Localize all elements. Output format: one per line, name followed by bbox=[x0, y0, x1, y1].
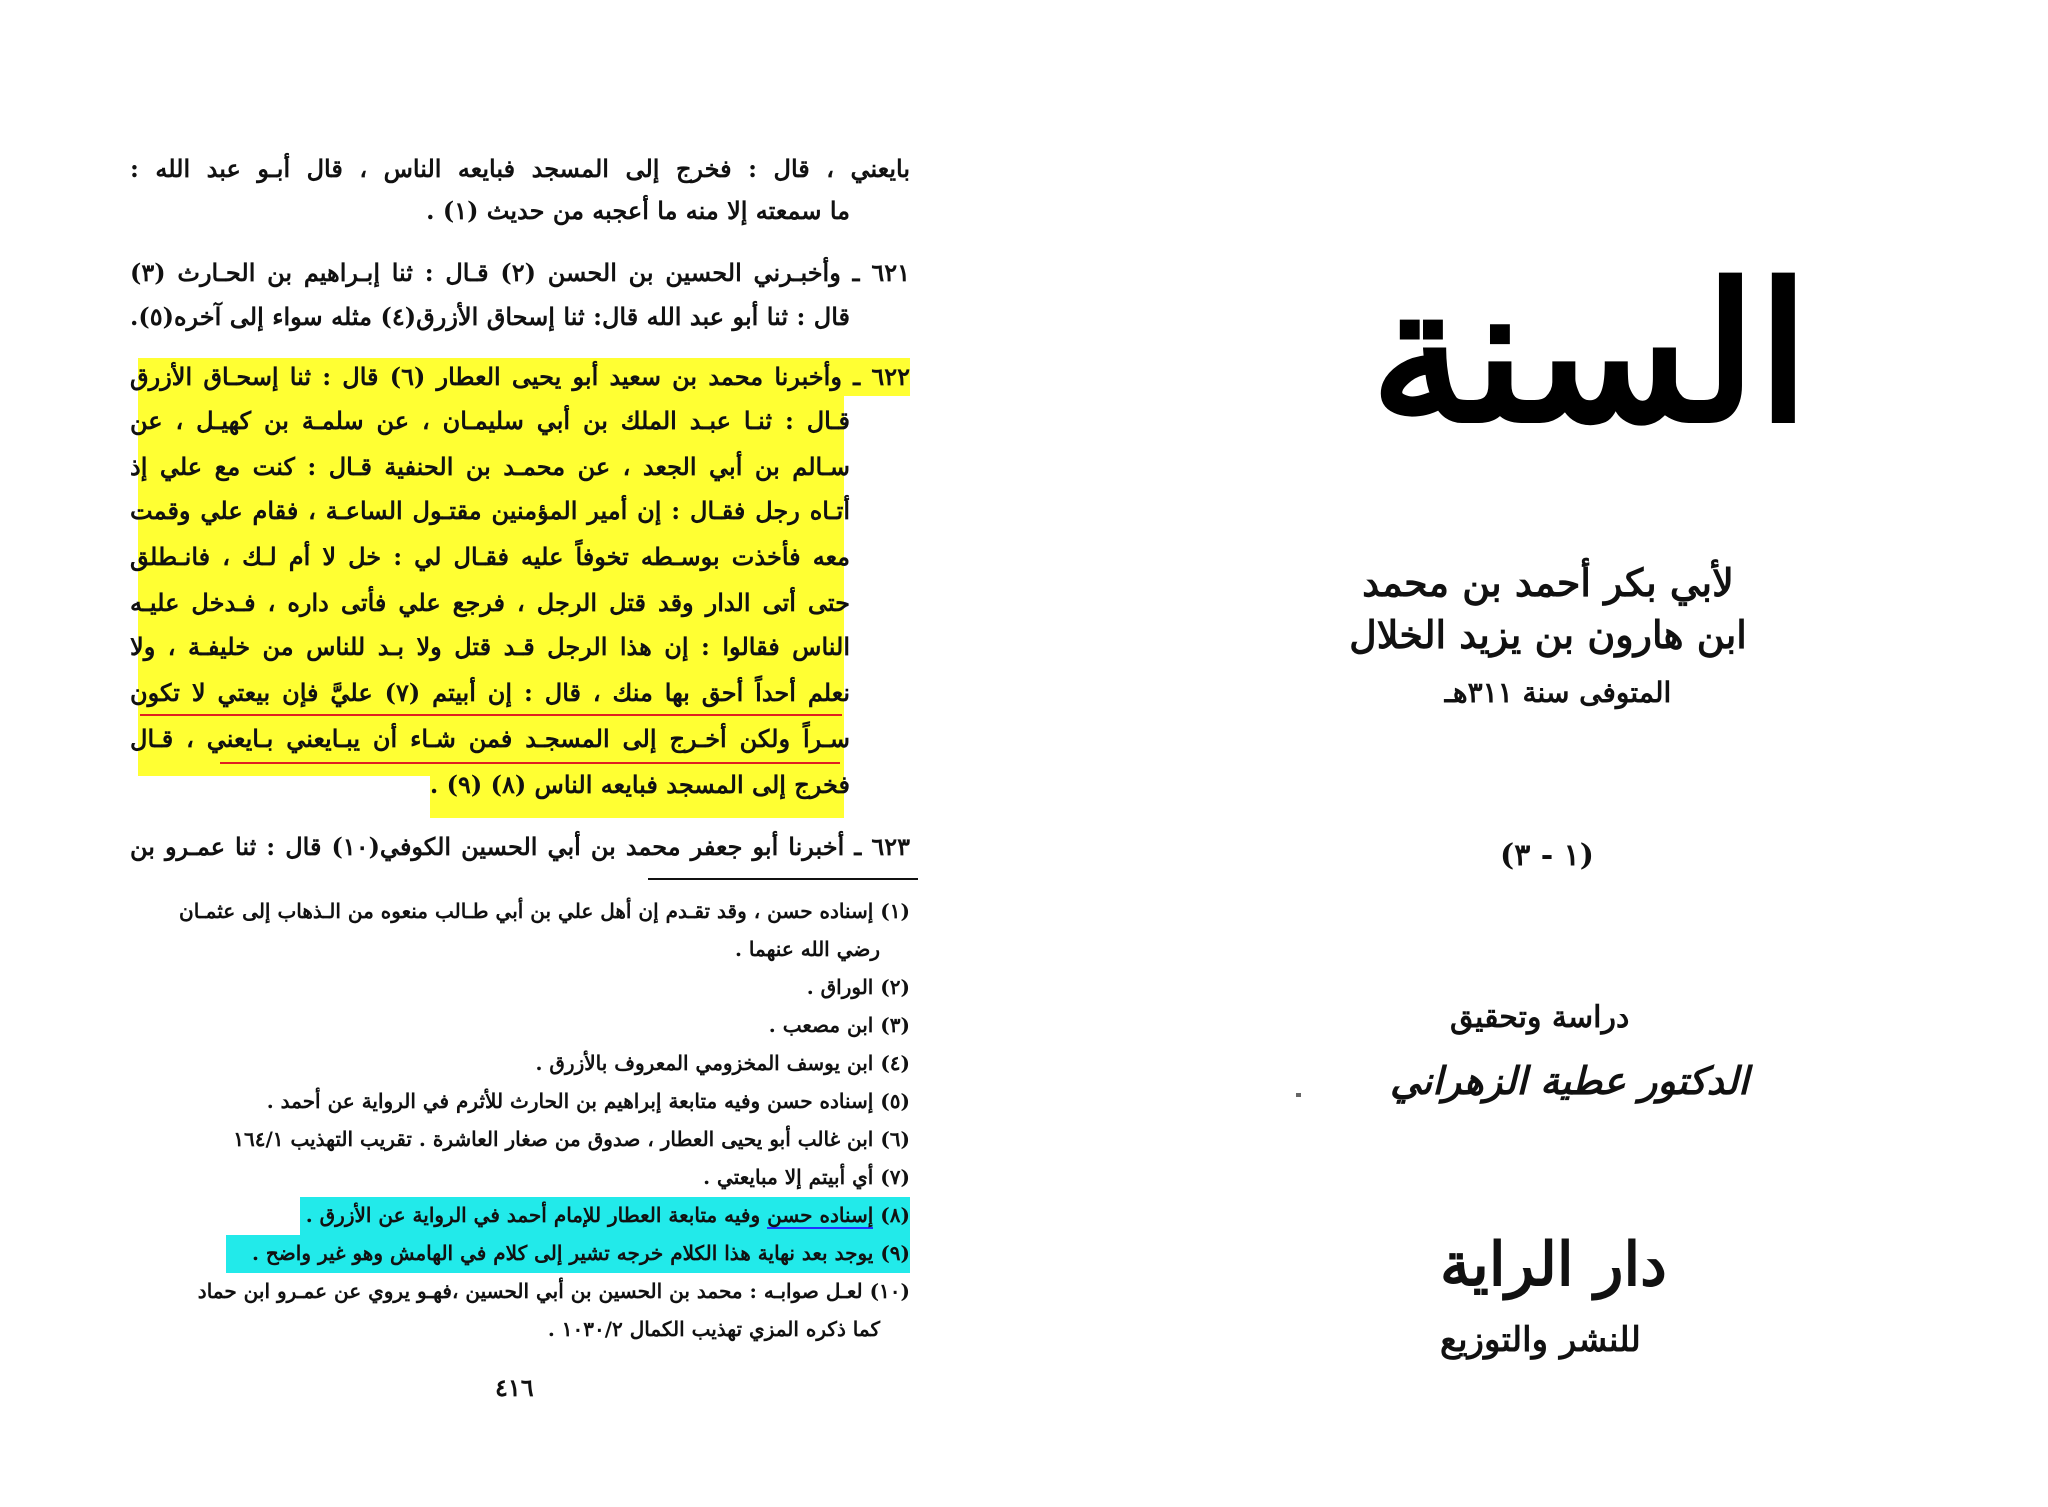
footnote-2: (٢) الوراق . bbox=[806, 975, 910, 999]
footnote-1: (١) إسناده حسن ، وقد تقـدم إن أهل علي بن أبي طـالب منعوه من الـذهاب إلى عثمـان bbox=[179, 899, 910, 923]
text-line-13: سـراً ولكن أخـرج إلى المسجـد فمن شـاء أن يبـايعني بـايعني ، قـال bbox=[130, 724, 850, 753]
footnote-6: (٦) ابن غالب أبو يحيى العطار ، صدوق من صغار العاشرة . تقريب التهذيب ١٦٤/١ bbox=[233, 1127, 910, 1151]
author-line-2: ابن هارون بن يزيد الخلال bbox=[1349, 612, 1747, 657]
text-line-4: قال : ثنا أبو عبد الله قال: ثنا إسحاق الأزرق(٤) مثله سواء إلى آخره(٥). bbox=[130, 302, 851, 331]
footnote-4: (٤) ابن يوسف المخزومي المعروف بالأزرق . bbox=[535, 1051, 910, 1075]
red-underline-2 bbox=[220, 762, 840, 764]
publisher-subtitle: للنشر والتوزيع bbox=[1440, 1320, 1641, 1360]
publisher-logo-text: دار الراية bbox=[1440, 1230, 1667, 1300]
footnote-5: (٥) إسناده حسن وفيه متابعة إبراهيم بن الحارث للأثرم في الرواية عن أحمد . bbox=[266, 1089, 910, 1113]
footnote-separator bbox=[648, 878, 918, 880]
footnote-7: (٧) أي أبيتم إلا مبايعتي . bbox=[703, 1165, 910, 1189]
text-line-3: ٦٢١ ـ وأخبـرني الحسين بن الحسن (٢) قـال : ثنا إبـراهيم بن الحـارث (٣) bbox=[130, 258, 910, 287]
editor-name: الدكتور عطية الزهراني bbox=[1390, 1058, 1749, 1103]
author-line-1: لأبي بكر أحمد بن محمد bbox=[1362, 560, 1734, 605]
death-date: المتوفى سنة ٣١١هـ bbox=[1444, 676, 1672, 709]
text-line-11: الناس فقالوا : إن هذا الرجل قـد قتل ولا بـد للناس من خليفـة ، ولا bbox=[130, 632, 850, 661]
text-line-7: سـالم بن أبي الجعد ، عن محمـد بن الحنفية قـال : كنت مع علي إذ bbox=[130, 452, 850, 481]
text-line-12: نعلم أحداً أحق بها منك ، قال : إن أبيتم (٧) عليَّ فإن بيعتي لا تكون bbox=[130, 678, 851, 707]
scan-speck bbox=[1296, 1093, 1301, 1097]
text-line-9: معه فأخذت بوسـطه تخوفاً عليه فقـال لي : خل لا أم لـك ، فانـطلق bbox=[130, 542, 850, 571]
footnote-8-rest: وفيه متابعة العطار للإمام أحمد في الرواية عن الأزرق . bbox=[305, 1203, 768, 1227]
text-line-6: قـال : ثنـا عبـد الملك بن أبي سليمـان ، عن سلمـة بن كهيـل ، عن bbox=[130, 406, 850, 435]
footnote-9: (٩) يوجد بعد نهاية هذا الكلام خرجه تشير إلى كلام في الهامش وهو غير واضح . bbox=[251, 1241, 910, 1265]
page-number: ٤١٦ bbox=[495, 1373, 534, 1402]
text-line-1: بايعني ، قال : فخرج إلى المسجد فبايعه الناس ، قال أبـو عبد الله : bbox=[130, 154, 910, 183]
right-page bbox=[1100, 0, 2048, 1507]
text-line-10: حتى أتى الدار وقد قتل الرجل ، فرجع علي فأتى داره ، فـدخل عليـه bbox=[130, 588, 850, 617]
text-line-5: ٦٢٢ ـ وأخبرنا محمد بن سعيد أبو يحيى العطار (٦) قال : ثنا إسحـاق الأزرق bbox=[130, 362, 911, 391]
text-line-15: ٦٢٣ ـ أخبرنا أبو جعفر محمد بن أبي الحسين الكوفي(١٠) قال : ثنا عمـرو بن bbox=[130, 832, 910, 861]
footnote-8 bbox=[130, 1196, 910, 1234]
left-page bbox=[0, 0, 1000, 1507]
footnote-8-number: (٨) bbox=[873, 1203, 910, 1227]
footnote-3: (٣) ابن مصعب . bbox=[768, 1013, 910, 1037]
footnote-10: (١٠) لعـل صوابـه : محمد بن الحسين بن أبي الحسين ،فهـو يروي عن عمـرو ابن حماد bbox=[197, 1279, 910, 1303]
volume-label: (١ - ٣) bbox=[1500, 838, 1594, 873]
text-line-14: فخرج إلى المسجد فبايعه الناس (٨) (٩) . bbox=[429, 770, 850, 799]
footnote-8-underlined: إسناده حسن bbox=[767, 1203, 874, 1227]
footnote-10-cont: كما ذكره المزي تهذيب الكمال ١٠٣٠/٢ . bbox=[547, 1317, 880, 1341]
text-line-8: أتـاه رجل فقـال : إن أمير المؤمنين مقتـول الساعـة ، فقام علي وقمت bbox=[130, 496, 850, 525]
study-label: دراسة وتحقيق bbox=[1450, 1000, 1630, 1035]
red-underline-1 bbox=[140, 714, 842, 716]
footnote-1-cont: رضي الله عنهما . bbox=[735, 937, 880, 961]
text-line-2: ما سمعته إلا منه ما أعجبه من حديث (١) . bbox=[426, 196, 850, 225]
title-text: السنة bbox=[1370, 242, 1810, 465]
title-calligraphy bbox=[1230, 220, 1950, 480]
